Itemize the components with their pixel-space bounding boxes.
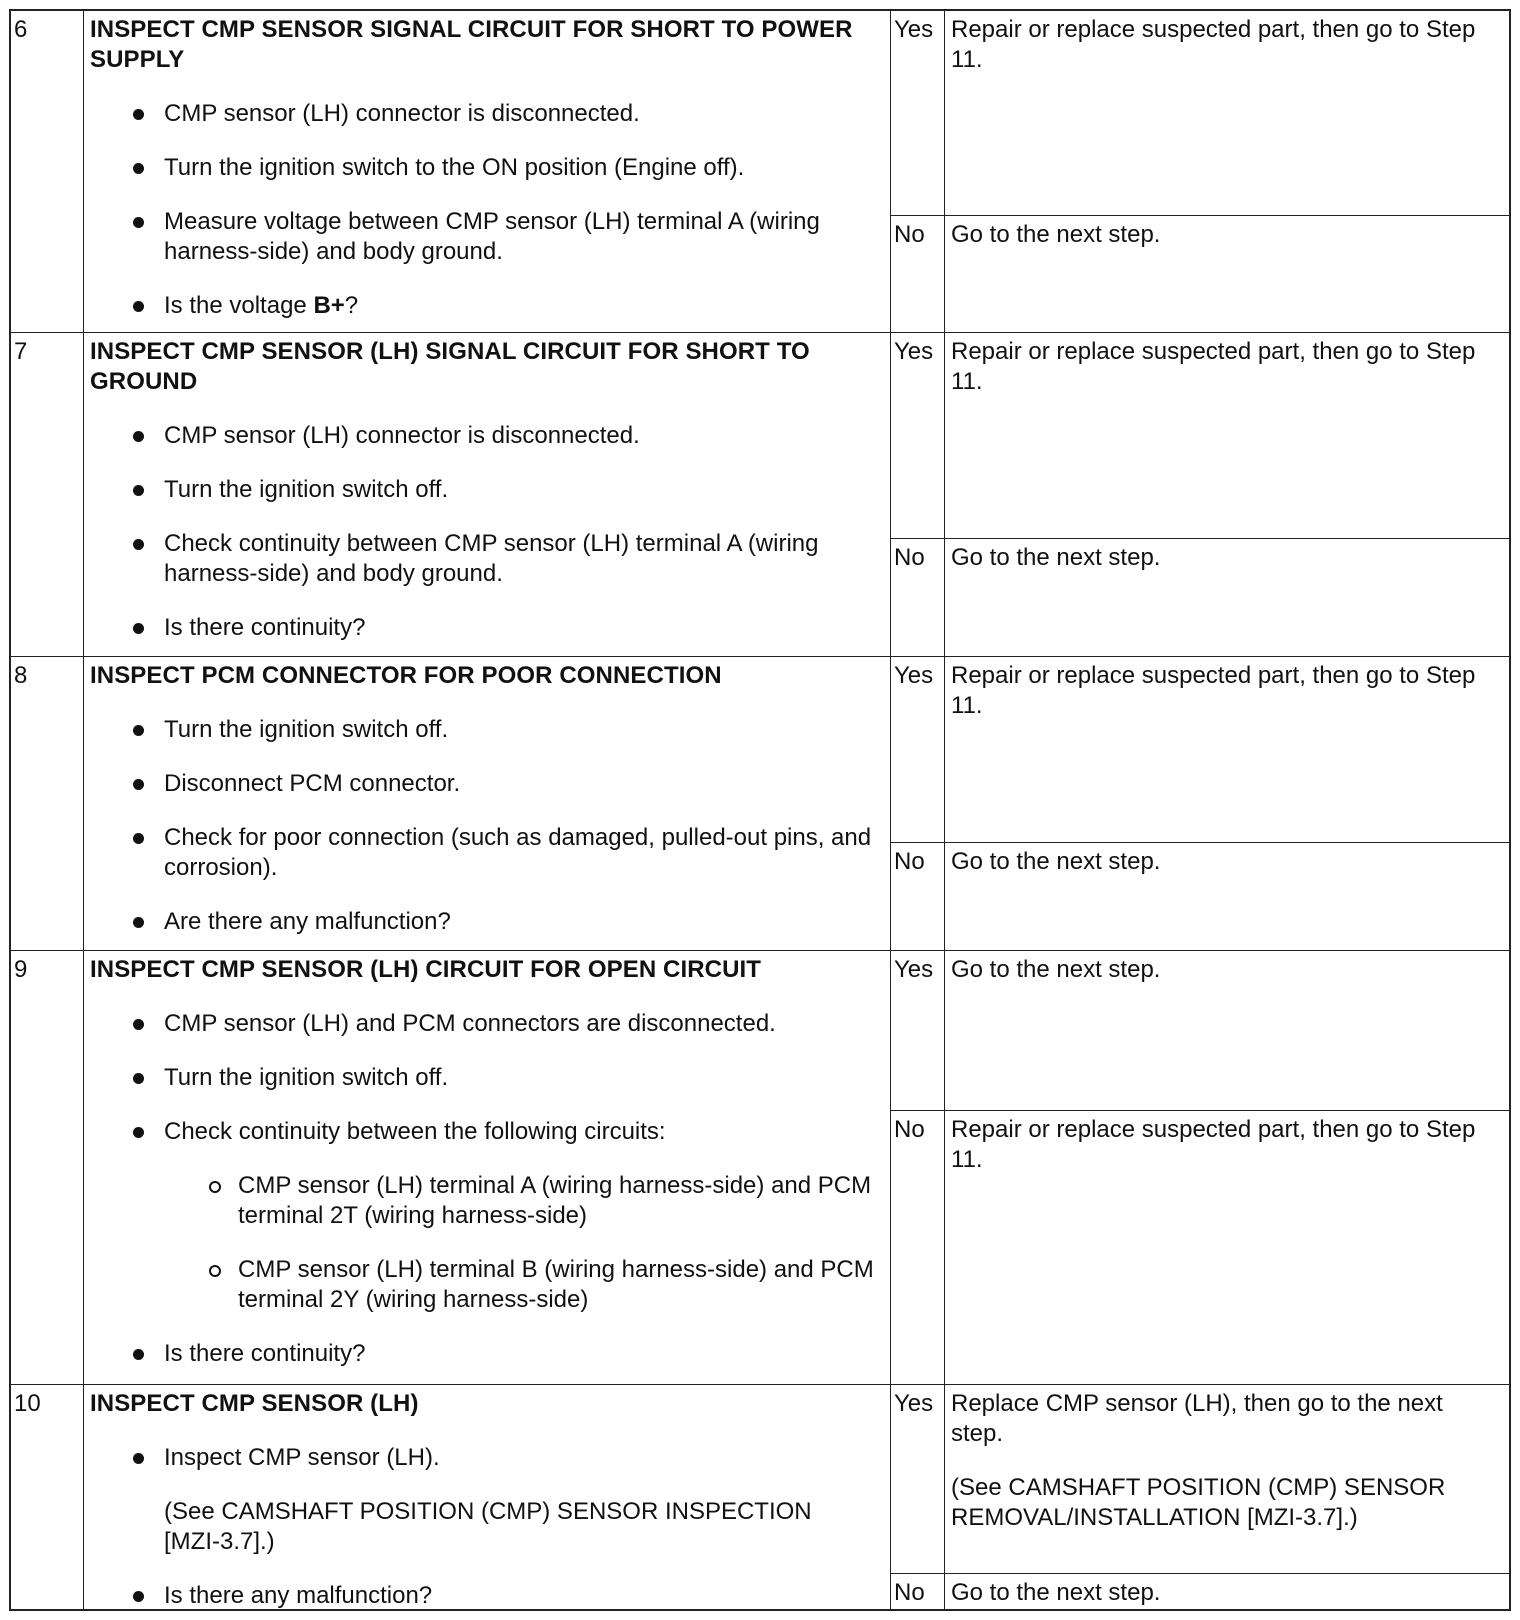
step-row <box>11 657 1511 951</box>
result-label: No <box>891 216 945 332</box>
step-row <box>11 333 1511 657</box>
step-title: INSPECT CMP SENSOR (LH) <box>90 1390 419 1417</box>
result-line: Repair or replace suspected part, then go to Step 11. <box>951 662 1476 719</box>
bullet-item <box>90 291 874 321</box>
step-number: 9 <box>11 951 84 1384</box>
step-title: INSPECT CMP SENSOR (LH) SIGNAL CIRCUIT FOR SHORT TO GROUND <box>90 338 810 395</box>
step-action <box>84 657 891 950</box>
result-no <box>891 842 1511 950</box>
bullet-text-tail: ? <box>344 292 359 319</box>
result-text <box>945 1111 1511 1199</box>
bullet-item: Turn the ignition switch off. <box>90 1063 874 1093</box>
bullet-item: Is there continuity? <box>90 613 874 643</box>
result-text <box>945 333 1511 421</box>
step-action <box>84 333 891 656</box>
step-action <box>84 11 891 332</box>
step-action <box>84 1385 891 1611</box>
sub-bullet-item: CMP sensor (LH) terminal B (wiring harness-side) and PCM terminal 2Y (wiring harness-side) <box>90 1255 874 1315</box>
result-text <box>945 216 1511 274</box>
result-line: Replace CMP sensor (LH), then go to the next step. <box>951 1390 1443 1447</box>
sub-bullet-item: CMP sensor (LH) terminal A (wiring harness-side) and PCM terminal 2T (wiring harness-side) <box>90 1171 874 1231</box>
bullet-item: Turn the ignition switch to the ON position (Engine off). <box>90 153 874 183</box>
step-action <box>84 951 891 1384</box>
result-no <box>891 538 1511 656</box>
bullet-item: CMP sensor (LH) connector is disconnected. <box>90 421 874 451</box>
bullet-item: Check continuity between CMP sensor (LH) terminal A (wiring harness-side) and body ground. <box>90 529 874 589</box>
bullet-item: CMP sensor (LH) and PCM connectors are disconnected. <box>90 1009 874 1039</box>
step-results <box>891 1385 1511 1611</box>
result-text <box>945 657 1511 745</box>
result-line: Go to the next step. <box>951 848 1161 875</box>
result-line: Go to the next step. <box>951 956 1161 983</box>
reference-note: (See CAMSHAFT POSITION (CMP) SENSOR INSPECTION [MZI-3.7].) <box>164 1498 812 1555</box>
step-row <box>11 1385 1511 1611</box>
result-no <box>891 1573 1511 1611</box>
result-label: No <box>891 539 945 656</box>
bullet-item: Turn the ignition switch off. <box>90 475 874 505</box>
bullet-item: Are there any malfunction? <box>90 907 874 937</box>
bullet-item: Is there continuity? <box>90 1339 874 1369</box>
step-number: 10 <box>11 1385 84 1611</box>
diagnostic-procedure-table <box>9 9 1511 1611</box>
result-text <box>945 1385 1511 1557</box>
result-line: Repair or replace suspected part, then go to Step 11. <box>951 1116 1476 1173</box>
step-results <box>891 333 1511 656</box>
result-yes <box>891 657 1511 842</box>
bullet-item: Is there any malfunction? <box>90 1581 874 1611</box>
step-results <box>891 11 1511 332</box>
step-title: INSPECT PCM CONNECTOR FOR POOR CONNECTION <box>90 662 722 689</box>
bold-term: B+ <box>313 292 345 319</box>
step-title: INSPECT CMP SENSOR SIGNAL CIRCUIT FOR SHORT TO POWER SUPPLY <box>90 16 853 73</box>
result-no <box>891 1110 1511 1384</box>
result-yes <box>891 11 1511 215</box>
step-row <box>11 951 1511 1385</box>
result-yes <box>891 951 1511 1110</box>
result-line: Go to the next step. <box>951 1579 1161 1606</box>
bullet-text: Is the voltage <box>164 292 314 319</box>
result-text <box>945 843 1511 901</box>
result-line: Go to the next step. <box>951 221 1161 248</box>
result-label: Yes <box>891 1385 945 1573</box>
result-reference: (See CAMSHAFT POSITION (CMP) SENSOR REMOVAL/INSTALLATION [MZI-3.7].) <box>951 1474 1446 1531</box>
step-number: 6 <box>11 11 84 332</box>
step-row <box>11 11 1511 333</box>
result-label: No <box>891 843 945 950</box>
step-results <box>891 657 1511 950</box>
bullet-item: CMP sensor (LH) connector is disconnected. <box>90 99 874 129</box>
result-label: Yes <box>891 333 945 538</box>
step-number: 8 <box>11 657 84 950</box>
result-yes <box>891 333 1511 538</box>
result-no <box>891 215 1511 332</box>
result-label: Yes <box>891 657 945 842</box>
bullet-item: Check for poor connection (such as damaged, pulled-out pins, and corrosion). <box>90 823 874 883</box>
result-label: Yes <box>891 951 945 1110</box>
bullet-item: Inspect CMP sensor (LH). <box>90 1443 874 1473</box>
bullet-item: Turn the ignition switch off. <box>90 715 874 745</box>
step-title: INSPECT CMP SENSOR (LH) CIRCUIT FOR OPEN CIRCUIT <box>90 956 762 983</box>
bullet-item: Disconnect PCM connector. <box>90 769 874 799</box>
result-label: Yes <box>891 11 945 215</box>
result-text <box>945 11 1511 99</box>
result-yes <box>891 1385 1511 1573</box>
bullet-item: Check continuity between the following circuits: <box>90 1117 874 1147</box>
result-line: Repair or replace suspected part, then go to Step 11. <box>951 338 1476 395</box>
result-line: Go to the next step. <box>951 544 1161 571</box>
step-number: 7 <box>11 333 84 656</box>
result-label: No <box>891 1111 945 1384</box>
result-text <box>945 951 1511 1009</box>
step-results <box>891 951 1511 1384</box>
result-label: No <box>891 1574 945 1611</box>
result-text <box>945 539 1511 597</box>
result-text <box>945 1574 1511 1611</box>
bullet-item: Measure voltage between CMP sensor (LH) terminal A (wiring harness-side) and body ground. <box>90 207 874 267</box>
result-line: Repair or replace suspected part, then go to Step 11. <box>951 16 1476 73</box>
